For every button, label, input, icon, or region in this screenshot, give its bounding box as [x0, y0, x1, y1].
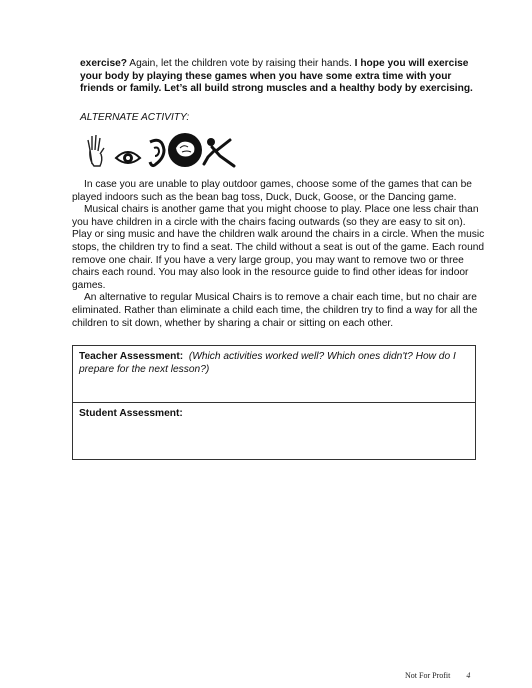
student-assessment-label: Student Assessment:: [79, 408, 183, 419]
student-assessment-text: [79, 408, 469, 421]
teacher-assessment-label: Teacher Assessment:: [79, 351, 184, 362]
student-assessment-box[interactable]: [72, 402, 476, 460]
page-number: 4: [466, 671, 471, 680]
eye-icon: [116, 152, 140, 163]
exercising-person-icon: [204, 138, 234, 166]
teacher-assessment-text: [79, 351, 469, 376]
intro-normal-text: Again, let the children vote by raising their hands.: [127, 58, 355, 69]
footer-text: Not For Profit: [405, 671, 451, 680]
indoor-games-paragraph: In case you are unable to play outdoor games, choose some of the games that can be played indoors such as the bean bag toss, Duck, Duck, Goose, or the Dancing game.: [72, 179, 472, 203]
senses-icon-row: [84, 130, 244, 170]
ear-icon: [150, 140, 164, 165]
alternate-activity-heading: ALTERNATE ACTIVITY:: [80, 112, 190, 123]
musical-chairs-paragraph: Musical chairs is another game that you might choose to play. Place one less chair than you have children in a circle with the chairs facing outwards (so they are easy to sit on). Play or sing music and have the children walk around the chairs in a circle. When the music stops, the children try to find a seat. The child without a seat is out of the game. Each round remove one chair. If you have a very large group, you may want to remove two or three chairs each round. You may also look in the resource guide to find other ideas for indoor games.: [72, 204, 485, 291]
intro-bold-encouragement: I hope you will exercise your body by playing these games when you have some extra time with your friends or family. Let’s all build strong muscles and a healthy body by exercising.: [80, 58, 473, 95]
head-brain-icon: [168, 133, 202, 167]
intro-paragraph: [80, 58, 485, 96]
teacher-assessment-prompt: (Which activities worked well? Which ones didn't? How do I prepare for the next lesson?): [79, 351, 456, 375]
teacher-assessment-box[interactable]: [72, 345, 476, 403]
intro-bold-question: exercise?: [80, 58, 128, 69]
body-text: [72, 179, 488, 330]
hand-icon: [88, 135, 104, 166]
page-footer: [405, 671, 470, 680]
alternative-musical-chairs-paragraph: An alternative to regular Musical Chairs is to remove a chair each time, but no chair are eliminated. Rather than eliminate a child each time, the children try to find a way for all the children to sit down, whether by sharing a chair or sitting on each other.: [72, 292, 478, 329]
